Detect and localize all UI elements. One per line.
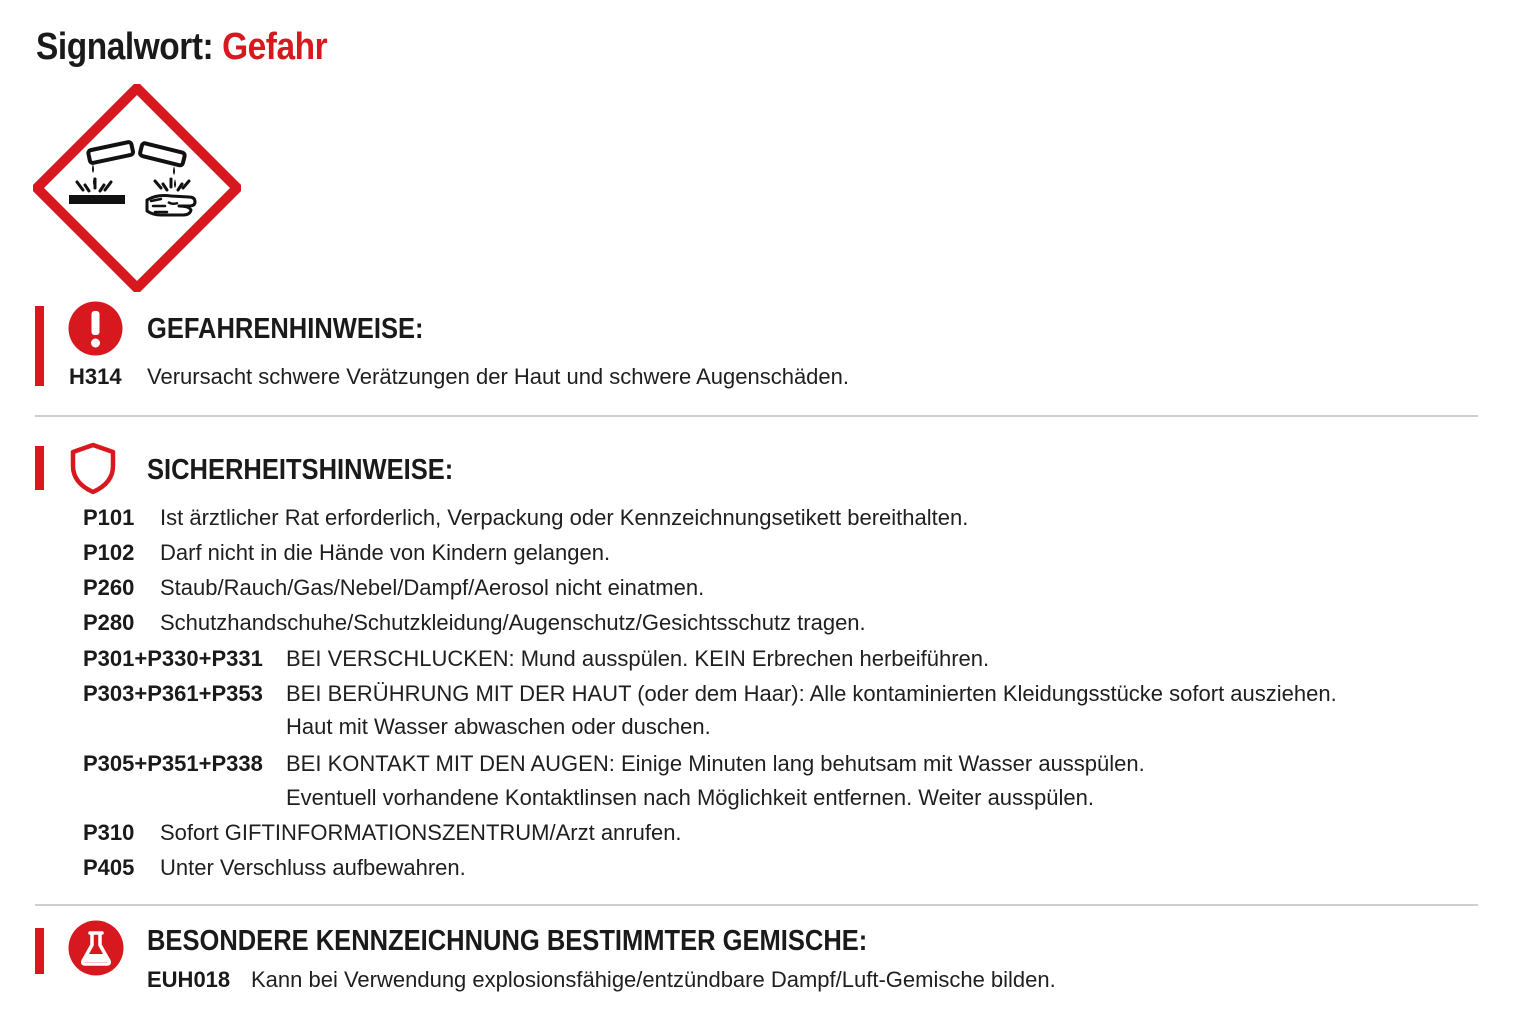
p-text: Schutzhandschuhe/Schutzkleidung/Augenschutz/Gesichtsschutz tragen. xyxy=(160,610,866,635)
safety-accent-bar xyxy=(35,446,44,490)
signal-word-heading xyxy=(36,26,327,69)
p-code: P301+P330+P331 xyxy=(83,646,263,671)
p-text: Staub/Rauch/Gas/Nebel/Dampf/Aerosol nicht einatmen. xyxy=(160,575,705,600)
exclamation-icon xyxy=(68,301,123,356)
section-divider xyxy=(35,415,1478,417)
hazard-text: Verursacht schwere Verätzungen der Haut und schwere Augenschäden. xyxy=(147,364,850,389)
section-divider xyxy=(35,904,1478,906)
euh-text: Kann bei Verwendung explosionsfähige/entzündbare Dampf/Luft-Gemische bilden. xyxy=(251,967,1056,992)
safety-title: SICHERHEITSHINWEISE: xyxy=(147,454,454,486)
p-text: Unter Verschluss aufbewahren. xyxy=(160,855,466,880)
p-code: P405 xyxy=(83,855,135,880)
p-code: P102 xyxy=(83,540,135,565)
p-text: BEI VERSCHLUCKEN: Mund ausspülen. KEIN Erbrechen herbeiführen. xyxy=(286,646,990,671)
p-code: P303+P361+P353 xyxy=(83,681,263,706)
flask-icon xyxy=(68,920,124,976)
special-title: BESONDERE KENNZEICHNUNG BESTIMMTER GEMISCHE: xyxy=(147,925,868,957)
p-text: BEI BERÜHRUNG MIT DER HAUT (oder dem Haar): Alle kontaminierten Kleidungsstücke sofort ausziehen. xyxy=(286,681,1337,706)
p-text: Sofort GIFTINFORMATIONSZENTRUM/Arzt anrufen. xyxy=(160,820,682,845)
hazard-accent-bar xyxy=(35,306,44,386)
p-text-continued: Haut mit Wasser abwaschen oder duschen. xyxy=(286,714,711,739)
p-code: P260 xyxy=(83,575,135,600)
p-text: Ist ärztlicher Rat erforderlich, Verpackung oder Kennzeichnungsetikett bereithalten. xyxy=(160,505,969,530)
p-code: P101 xyxy=(83,505,135,530)
p-text: Darf nicht in die Hände von Kindern gelangen. xyxy=(160,540,611,565)
hazard-title: GEFAHRENHINWEISE: xyxy=(147,313,424,345)
p-text: BEI KONTAKT MIT DEN AUGEN: Einige Minuten lang behutsam mit Wasser ausspülen. xyxy=(286,751,1145,776)
special-accent-bar xyxy=(35,928,44,974)
hazard-code: H314 xyxy=(69,364,122,389)
corrosion-pictogram xyxy=(33,84,241,292)
p-code: P310 xyxy=(83,820,135,845)
p-code: P305+P351+P338 xyxy=(83,751,263,776)
p-text-continued: Eventuell vorhandene Kontaktlinsen nach Möglichkeit entfernen. Weiter ausspülen. xyxy=(286,785,1094,810)
signal-word: Gefahr xyxy=(222,26,328,68)
signal-label: Signalwort: xyxy=(36,26,214,68)
euh-code: EUH018 xyxy=(147,967,231,992)
p-code: P280 xyxy=(83,610,135,635)
shield-icon xyxy=(68,441,118,496)
